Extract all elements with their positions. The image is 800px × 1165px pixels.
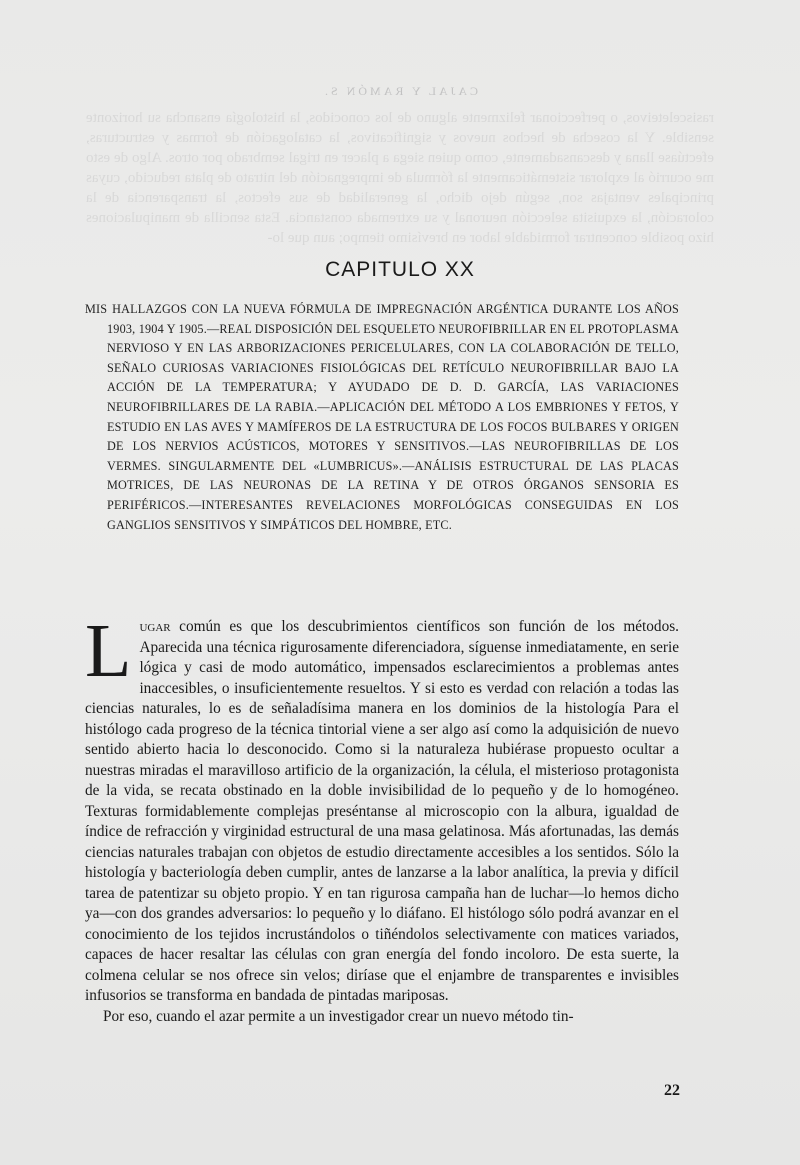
paragraph-1-text: común es que los descubrimientos científicos son función de los métodos. Aparecida una técnica rigurosamente diferenciadora, síguense inmediatamente, en serie lógica y casi de modo automático, impensados esclarecimientos a problemas antes inaccesibles, o insuficientemente resueltos. Y si esto es verdad con relación a todas las ciencias naturales, lo es de señaladísima manera en los dominios de la histología Para el histólogo cada progreso de la técnica tintorial viene a ser algo así como la adquisición de nuevo sentido abierto hacia lo desconocido. Como si la naturaleza hubiérase propuesto ocultar a nuestras miradas el maravilloso artificio de la organización, la célula, el misterioso protagonista de la vida, se recata obstinado en la doble invisibilidad de lo pequeño y de lo homogéneo. Texturas formidablemente complejas preséntanse al microscopio con la albura, igualdad de índice de refracción y virginidad estructural de una masa gelatinosa. Más afortunadas, las demás ciencias naturales trabajan con objetos de estudio directamente accesibles a los sentidos. Sólo la histología y bacteriología deben cumplir, antes de lanzarse a la labor analítica, la previa y difícil tarea de patentizar su objeto propio. Y en tan rigurosa campaña han de luchar—lo hemos dicho ya—con dos grandes adversarios: lo pequeño y lo diáfano. El histólogo sólo podrá avanzar en el conocimiento de los tejidos incrustándolos o tiñéndolos selectivamente con matices variados, capaces de hacer resaltar las células con gran energía del fondo incoloro. De esta suerte, la colmena celular se nos ofrece sin velos; diríase que el enjambre de transparentes e invisibles infusorios se transforma en bandada de pintadas mariposas. — [85, 618, 679, 1004]
page-number: 22 — [664, 1082, 680, 1099]
chapter-summary — [85, 300, 679, 535]
paragraph-1 — [85, 609, 679, 1007]
bleed-through-header: CAJAL Y RAMÓN S. — [322, 84, 479, 98]
body-text — [85, 609, 679, 1027]
chapter-title: CAPITULO XX — [325, 258, 475, 281]
first-word-small-caps: ugar — [139, 618, 171, 635]
bleed-through-text: rasisceleteivos, o perfeccionar felizmente alguno de los conocidos, la histología ensancha su horizonte sensible. Y la cosecha de hechos nuevos y significativos, la catalogación de formas y estructuras, efectúase llana y descansadamente, como quien siega a placer en trigal sembrado por otros. Algo de esto me ocurrió al explorar sistemáticamente la fórmula de impregnación del nitrato de plata reducido, cuyas principales ventajas son, según dejo dicho, la generalidad de sus efectos, la transparencia de la coloración, la exquisita selección neuronal y su extremada constancia. Esta sencilla de manipulaciones hizo posible concentrar formidable labor en brevísimo tiempo; aun que lo- — [86, 110, 714, 246]
drop-cap: L — [85, 609, 132, 693]
chapter-summary-text: MIS HALLAZGOS CON LA NUEVA FÓRMULA DE IMPREGNACIÓN ARGÉNTICA DURANTE LOS AÑOS 1903, 1904 Y 1905.—REAL DISPOSICIÓN DEL ESQUELETO NEUROFIBRILLAR EN EL PROTOPLASMA NERVIOSO Y EN LAS ARBORIZACIONES PERICELULARES, CON LA COLABORACIÓN DE TELLO, SEÑALO CURIOSAS VARIACIONES FISIOLÓGICAS DEL RETÍCULO NEUROFIBRILLAR BAJO LA ACCIÓN DE LA TEMPERATURA; Y AYUDADO DE D. D. GARCÍA, LAS VARIACIONES NEUROFIBRILLARES DE LA RABIA.—APLICACIÓN DEL MÉTODO A LOS EMBRIONES Y FETOS, Y ESTUDIO EN LAS AVES Y MAMÍFEROS DE LA ESTRUCTURA DE LOS FOCOS BULBARES Y ORIGEN DE LOS NERVIOS ACÚSTICOS, MOTORES Y SENSITIVOS.—LAS NEUROFIBRILLAS DE LOS VERMES. SINGULARMENTE DEL «LUMBRICUS».—ANÁLISIS ESTRUCTURAL DE LAS PLACAS MOTRICES, DE LAS NEURONAS DE LA RETINA Y DE OTROS ÓRGANOS SENSORIA ES PERIFÉRICOS.—INTERESANTES REVELACIONES MORFOLÓGICAS CONSEGUIDAS EN LOS GANGLIOS SENSITIVOS Y SIMPÁTICOS DEL HOMBRE, ETC. — [85, 302, 679, 532]
paragraph-2: Por eso, cuando el azar permite a un investigador crear un nuevo método tin- — [103, 1007, 574, 1025]
